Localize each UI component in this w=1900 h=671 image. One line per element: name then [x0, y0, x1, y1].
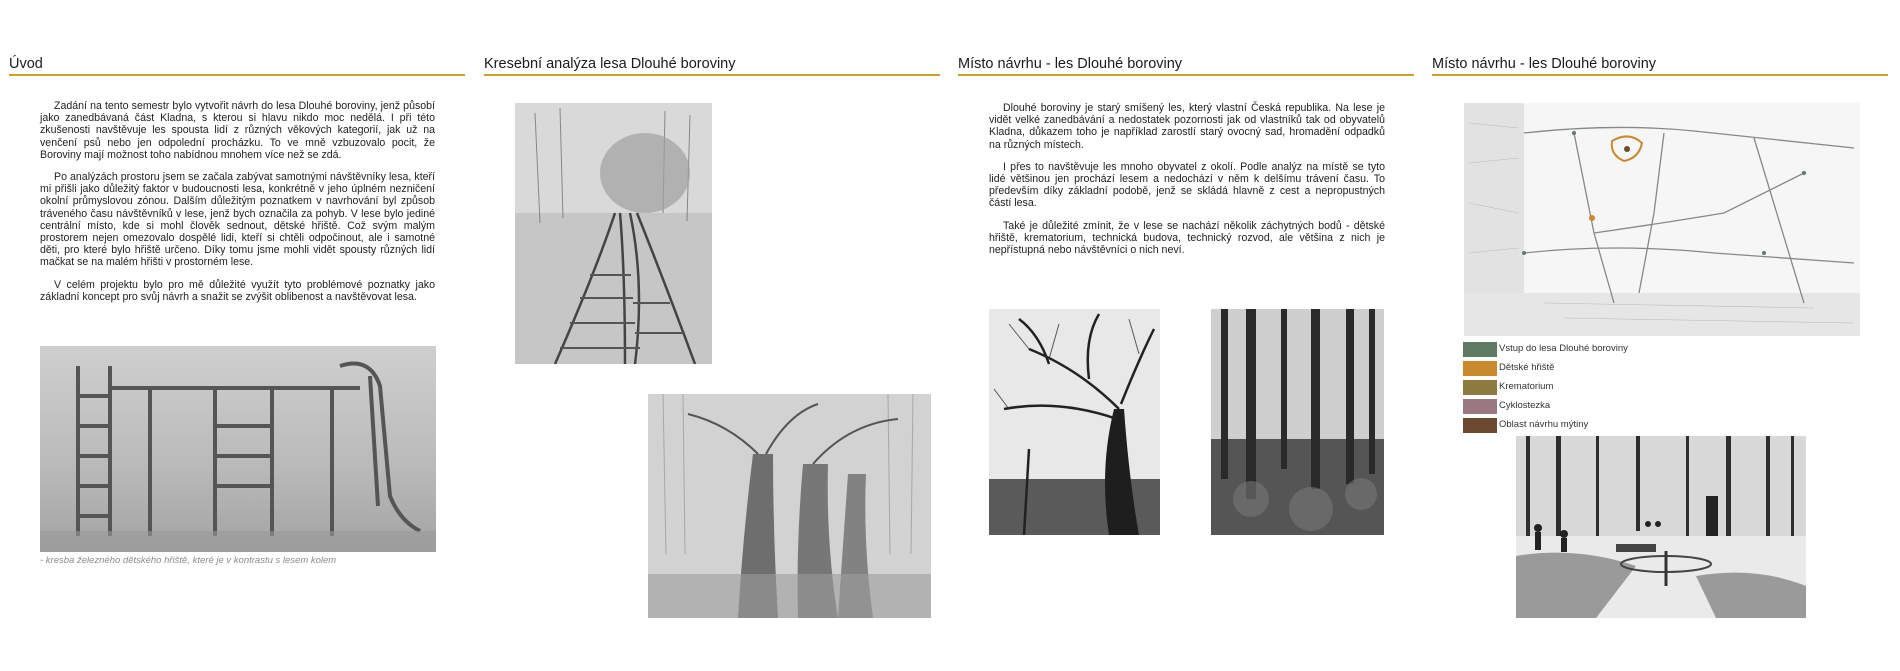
section-title-intro: Úvod: [9, 56, 465, 76]
legend-item-playground: [1463, 360, 1663, 379]
legend-item-entrance: [1463, 341, 1663, 360]
site-paragraph: Také je důležité zmínit, že v lese se nachází několik záchytných bodů - dětské hřiště, krematorium, technická budova, technický rozvod, ale většina z nich je nepřístupná nebo návštěvníci o nich neví.: [989, 219, 1385, 257]
playground-drawing: [40, 346, 436, 552]
section-title-site: Místo návrhu - les Dlouhé boroviny: [958, 56, 1414, 76]
legend-label: Oblast návrhu mýtiny: [1499, 419, 1589, 430]
intro-paragraph: V celém projektu bylo pro mě důležité využít tyto problémové poznatky jako základní koncept pro svůj návrh a snažit se zvýšit oblibenost a navštěvovat lesa.: [40, 278, 435, 303]
legend-label: Vstup do lesa Dlouhé boroviny: [1499, 343, 1628, 354]
legend-item-clearing-area: [1463, 417, 1663, 436]
site-paragraph: Dlouhé boroviny je starý smíšený les, který vlastní Česká republika. Na lese je vidět velké zanedbávání a nedostatek pozornosti jak od vlastníků tak od obyvatelů Kladna, důkazem toho je například zarostlí starý ovocný sad, hromadění odpadků na různých místech.: [989, 102, 1385, 151]
legend-item-cycle-path: [1463, 398, 1663, 417]
site-map: [1464, 103, 1860, 336]
playground-caption: - kresba železného dětského hřiště, které je v kontrastu s lesem kolem: [40, 555, 337, 566]
section-title-site-map: Místo návrhu - les Dlouhé boroviny: [1432, 56, 1888, 76]
site-text: [989, 102, 1385, 266]
tree-photo: [989, 309, 1160, 535]
rails-drawing: [515, 103, 712, 364]
playground-photo: [1516, 436, 1806, 618]
legend-swatch: [1463, 418, 1497, 433]
intro-text: [40, 100, 435, 313]
legend-swatch: [1463, 361, 1497, 376]
legend-swatch: [1463, 399, 1497, 414]
legend-label: Dětské hřiště: [1499, 362, 1555, 373]
map-legend: [1463, 341, 1663, 436]
trees-drawing: [648, 394, 931, 618]
forest-photo: [1211, 309, 1384, 535]
site-paragraph: I přes to navštěvuje les mnoho obyvatel z okolí. Podle analýz na místě se tyto lidé většinou jen prochází lesem a nedochází v něm k delšímu trávení času. To především díky základní podobě, jenž se skládá hlavně z cest a nepropustných částí lesa.: [989, 160, 1385, 210]
intro-paragraph: Po analýzách prostoru jsem se začala zabývat samotnými návštěvníky lesa, kteří mi přišli jako důležitý faktor v budoucnosti lesa, konkrétně v jeho úplném nezničení okolní průmyslovou zónou. Dalším důležitým poznatkem v navrhování byl způsob tráveného času návštěvníků v lese, jenž bych označila za pohyb. V lese bylo jediné centrální místo, kde si mohl člověk sednout, dětské hřiště. Což svým malým prostorem nejen omezovalo dospělé lidi, kteří si chtěli odpočinout, ale i samotné děti, pro které bylo hřiště určeno. Díky tomu jsme mohli vidět spousty různých lidí mačkat se na malém hřišti v prostorném lese.: [40, 171, 435, 269]
legend-swatch: [1463, 380, 1497, 395]
section-title-drawing-analysis: Kresební analýza lesa Dlouhé boroviny: [484, 56, 940, 76]
legend-label: Cyklostezka: [1499, 400, 1551, 411]
legend-item-crematorium: [1463, 379, 1663, 398]
legend-label: Krematorium: [1499, 381, 1554, 392]
intro-paragraph: Zadání na tento semestr bylo vytvořit návrh do lesa Dlouhé boroviny, jenž působí jako zanedbávaná část Kladna, s kterou si hlavu nikdo moc nedělá. I při této zkušenosti navštěvuje les spousta lidí z různých věkových kategorií, jak už na venčení psů nebo jen odpolední procházku. To ve mně vzbuzovalo pocit, že Boroviny mají možnost toho nabídnou mnohem více než se zdá.: [40, 100, 435, 161]
legend-swatch: [1463, 342, 1497, 357]
